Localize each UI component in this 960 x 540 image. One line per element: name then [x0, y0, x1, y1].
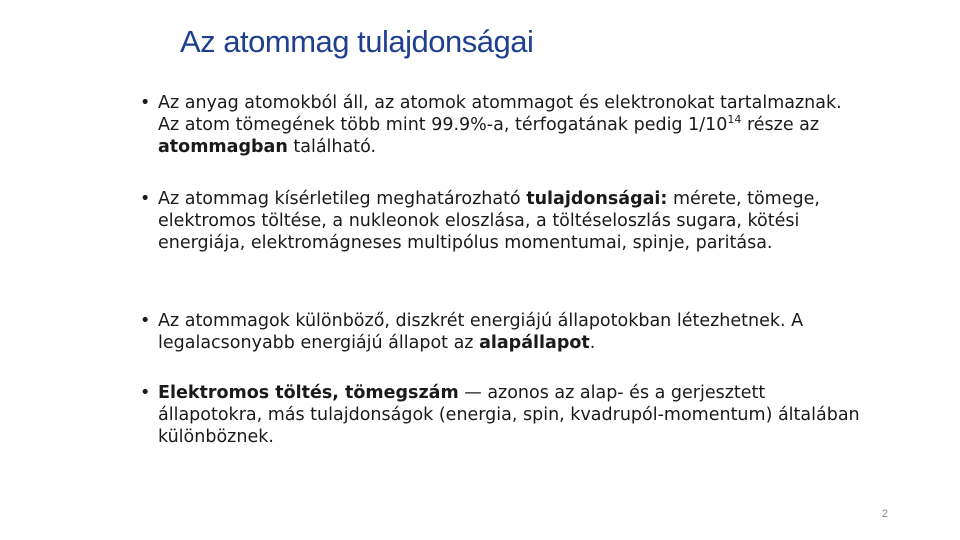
exponent: 14 — [727, 113, 742, 126]
bullet-dot: • — [140, 311, 151, 331]
bullet-text: mérete, tömege, elektromos töltése, a nukleonok eloszlása, a töltéseloszlás sugara, kötési energiája, elektromágneses multipólus momentumai, spinje, paritása. — [158, 189, 820, 253]
bullet-dot: • — [140, 189, 151, 209]
slide-title: Az atommag tulajdonságai — [180, 24, 534, 59]
bullet-item-properties — [140, 188, 860, 254]
bullet-text: . — [589, 333, 596, 353]
bullet-item-states — [140, 310, 860, 354]
bullet-text: Az atommag kísérletileg meghatározható — [158, 189, 527, 209]
page-number: 2 — [881, 508, 888, 520]
bold-term: atommagban — [158, 137, 288, 157]
bold-term: alapállapot — [479, 333, 590, 353]
bullet-text: — azonos az alap- és a gerjesztett állapotokra, más tulajdonságok (energia, spin, kvadrupól-momentum) általában különböznek. — [158, 383, 860, 447]
bold-term: tulajdonságai: — [526, 189, 668, 209]
bullet-text: Az anyag atomokból áll, az atomok atommagot és elektronokat tartalmaznak. Az atom tömegének több mint 99.9%-a, térfogatának pedig 1/10 — [158, 93, 842, 135]
bullet-dot: • — [140, 93, 151, 113]
bullet-item-composition — [140, 92, 860, 158]
bold-term: Elektromos töltés, tömegszám — [158, 383, 459, 403]
bullet-item-charge-mass — [140, 382, 860, 448]
bullet-dot: • — [140, 383, 151, 403]
bullet-text: Az atommagok különböző, diszkrét energiájú állapotokban létezhetnek. A legalacsonyabb energiájú állapot az — [158, 311, 804, 353]
bullet-text: található. — [287, 137, 377, 157]
bullet-text: része az — [741, 115, 820, 135]
